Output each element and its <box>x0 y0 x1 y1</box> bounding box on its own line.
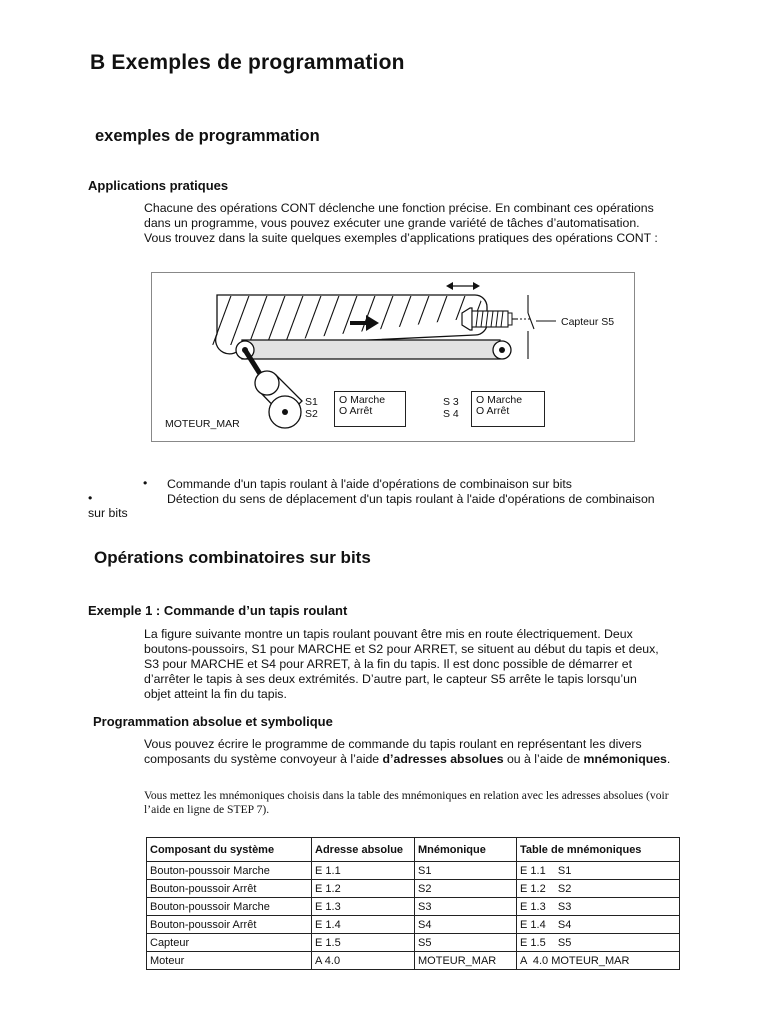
conveyor-figure <box>151 272 635 442</box>
programming-text-mnemonics: mnémoniques <box>583 752 667 766</box>
table-row <box>147 898 680 916</box>
table-row <box>147 916 680 934</box>
table-row <box>147 862 680 880</box>
table-cell: Bouton-poussoir Arrêt <box>147 880 312 898</box>
table-cell: E 1.5 S5 <box>517 934 680 952</box>
example-paragraph: La figure suivante montre un tapis roulant pouvant être mis en route électriquement. Deux boutons-poussoirs, S1 pour MARCHE et S2 pour ARRET, se situent au début du tapis et deux, S3 pour MARCHE et S4 pour ARRET, à la fin du tapis. Il est donc possible de démarrer et d’arrêter le tapis à ses deux extrémités. D’autre part, le capteur S5 arrête le tapis lorsqu’un objet atteint la fin du tapis. <box>144 627 659 701</box>
section-heading-combinatory: Opérations combinatoires sur bits <box>94 548 371 567</box>
table-row <box>147 880 680 898</box>
section-heading-examples: exemples de programmation <box>95 127 320 145</box>
bullet-icon: • <box>143 476 148 490</box>
motor-drawing <box>245 350 302 428</box>
table-cell: S1 <box>415 862 517 880</box>
table-header-cell: Mnémonique <box>415 838 517 862</box>
motor-label: MOTEUR_MAR <box>165 418 240 430</box>
intro-paragraph: Chacune des opérations CONT déclenche une fonction précise. En combinant ces opérations dans un programme, vous pouvez exécuter une grande variété de tâches d’automatisation. Vous trouvez dans la suite quelques exemples d’applications pratiques des opérations CONT : <box>144 201 658 245</box>
table-cell: E 1.3 S3 <box>517 898 680 916</box>
table-cell: S5 <box>415 934 517 952</box>
table-cell: Bouton-poussoir Marche <box>147 898 312 916</box>
button-s1-label: S1 <box>305 396 318 408</box>
example-heading: Exemple 1 : Commande d’un tapis roulant <box>88 603 348 618</box>
control-box-start <box>334 391 406 427</box>
table-row <box>147 952 680 970</box>
control-box-end-arret: O Arrêt <box>476 405 510 417</box>
table-cell: Bouton-poussoir Marche <box>147 862 312 880</box>
table-cell: Moteur <box>147 952 312 970</box>
bullet-icon: • <box>88 491 93 505</box>
page-title: B Exemples de programmation <box>90 51 405 74</box>
bullet-item-2-continued: sur bits <box>88 506 128 520</box>
programming-text-a: Vous pouvez écrire le programme de commande du tapis roulant en représentant les divers composants du système convoyeur à l’aide <box>144 737 642 766</box>
table-cell: E 1.2 S2 <box>517 880 680 898</box>
table-cell: Bouton-poussoir Arrêt <box>147 916 312 934</box>
control-box-start-marche: O Marche <box>339 394 386 406</box>
programming-text-e: . <box>666 752 671 766</box>
table-header-cell: Composant du système <box>147 838 312 862</box>
table-cell: E 1.3 <box>312 898 415 916</box>
mnemonics-note: Vous mettez les mnémoniques choisis dans la table des mnémoniques en relation avec les adresses absolues (voir l’aide en ligne de STEP 7). <box>144 789 669 816</box>
programming-heading: Programmation absolue et symbolique <box>93 714 333 729</box>
table-cell: E 1.1 S1 <box>517 862 680 880</box>
control-box-end-marche: O Marche <box>476 394 523 406</box>
bullet-item-2: Détection du sens de déplacement d'un tapis roulant à l'aide d'opérations de combinaison <box>167 492 655 506</box>
belt-lower-band <box>242 340 500 359</box>
control-box-end <box>471 391 545 427</box>
table-cell: E 1.4 S4 <box>517 916 680 934</box>
table-cell: A 4.0 <box>312 952 415 970</box>
programming-text-c: ou à l’aide de <box>503 752 584 766</box>
table-cell: S4 <box>415 916 517 934</box>
sensor-s5-label: Capteur S5 <box>561 316 615 328</box>
bullet-item-1: Commande d'un tapis roulant à l'aide d'opérations de combinaison sur bits <box>167 477 572 491</box>
table-cell: E 1.4 <box>312 916 415 934</box>
programming-text-absolute: d’adresses absolues <box>382 752 504 766</box>
table-row <box>147 934 680 952</box>
bidirectional-arrow-icon <box>446 282 480 290</box>
table-header-cell: Table de mnémoniques <box>517 838 680 862</box>
table-cell: E 1.2 <box>312 880 415 898</box>
programming-paragraph <box>144 737 684 767</box>
table-cell: S3 <box>415 898 517 916</box>
mnemonics-table <box>146 837 680 970</box>
table-cell: A 4.0 MOTEUR_MAR <box>517 952 680 970</box>
table-cell: S2 <box>415 880 517 898</box>
subheading-applications: Applications pratiques <box>88 178 229 193</box>
button-s4-label: S 4 <box>443 408 459 420</box>
button-s2-label: S2 <box>305 408 318 420</box>
control-box-start-arret: O Arrêt <box>339 405 373 417</box>
table-cell: MOTEUR_MAR <box>415 952 517 970</box>
table-cell: E 1.1 <box>312 862 415 880</box>
table-header-row <box>147 838 680 862</box>
table-header-cell: Adresse absolue <box>312 838 415 862</box>
button-s3-label: S 3 <box>443 396 459 408</box>
table-cell: Capteur <box>147 934 312 952</box>
table-cell: E 1.5 <box>312 934 415 952</box>
